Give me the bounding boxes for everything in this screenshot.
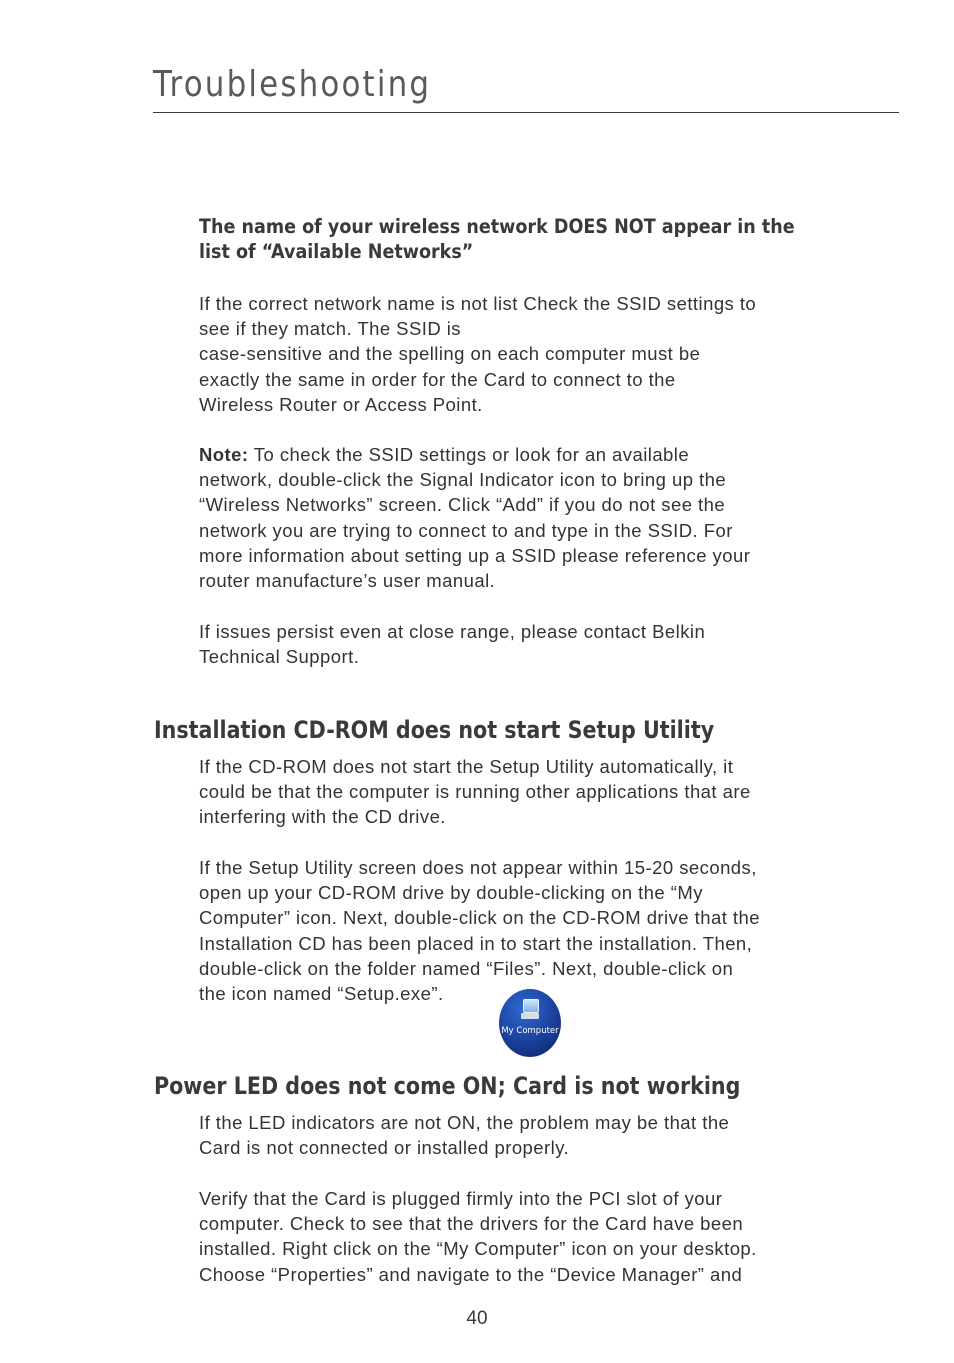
- text-line: the icon named “Setup.exe”.: [199, 983, 444, 1005]
- page-title: Troubleshooting: [153, 64, 432, 105]
- text-line: network, double-click the Signal Indicator icon to bring up the: [199, 469, 727, 491]
- cdrom-paragraph-1: [199, 754, 751, 830]
- cdrom-paragraph-2: [199, 855, 760, 1006]
- text-line: If issues persist even at close range, please contact Belkin: [199, 621, 706, 642]
- text-line: Technical Support.: [199, 646, 360, 668]
- monitor-icon: [523, 999, 539, 1013]
- text-line: exactly the same in order for the Card to connect to the: [199, 368, 676, 390]
- my-computer-icon: [499, 989, 561, 1057]
- text-line: network you are trying to connect to and type in the SSID. For: [199, 519, 733, 541]
- heading-line: The name of your wireless network DOES NOT appear in the: [199, 215, 795, 238]
- support-paragraph: [199, 619, 705, 669]
- ssid-paragraph: [199, 291, 756, 417]
- text-line: double-click on the folder named “Files”. Next, double-click on: [199, 957, 734, 979]
- text-line: could be that the computer is running other applications that are: [199, 781, 751, 803]
- text-line: Wireless Router or Access Point.: [199, 393, 483, 415]
- wireless-network-heading: [199, 214, 811, 264]
- monitor-base: [521, 1013, 539, 1019]
- text-line: case-sensitive and the spelling on each computer must be: [199, 343, 701, 365]
- text-line: Choose “Properties” and navigate to the “Device Manager” and: [199, 1263, 743, 1285]
- text-line: If the LED indicators are not ON, the problem may be that the: [199, 1112, 730, 1133]
- text-line: Computer” icon. Next, double-click on the CD-ROM drive that the: [199, 907, 760, 929]
- text-line: installed. Right click on the “My Computer” icon on your desktop.: [199, 1238, 757, 1260]
- text-line: see if they match. The SSID is: [199, 318, 461, 340]
- title-divider: [153, 112, 899, 113]
- power-paragraph-2: [199, 1186, 757, 1287]
- power-led-section-heading: Power LED does not come ON; Card is not working: [154, 1072, 741, 1100]
- page-number: 40: [466, 1308, 488, 1329]
- cdrom-section-heading: Installation CD-ROM does not start Setup Utility: [154, 716, 715, 744]
- text-line: computer. Check to see that the drivers for the Card have been: [199, 1213, 744, 1235]
- text-line: If the CD-ROM does not start the Setup Utility automatically, it: [199, 756, 734, 777]
- text-line: interfering with the CD drive.: [199, 806, 446, 828]
- text-line: Installation CD has been placed in to start the installation. Then,: [199, 932, 753, 954]
- heading-line: list of “Available Networks”: [199, 240, 474, 263]
- note-paragraph: [199, 442, 750, 593]
- text-line: router manufacture’s user manual.: [199, 570, 496, 592]
- my-computer-caption: My Computer: [501, 1026, 559, 1036]
- text-line: Verify that the Card is plugged firmly into the PCI slot of your: [199, 1188, 723, 1209]
- power-paragraph-1: [199, 1110, 729, 1160]
- text-line: more information about setting up a SSID please reference your: [199, 544, 751, 566]
- note-label: Note:: [199, 444, 249, 465]
- text-line: open up your CD-ROM drive by double-clicking on the “My: [199, 882, 703, 904]
- text-line: If the correct network name is not list Check the SSID settings to: [199, 293, 757, 314]
- text-line: Card is not connected or installed properly.: [199, 1137, 570, 1159]
- text-line: “Wireless Networks” screen. Click “Add” if you do not see the: [199, 494, 726, 516]
- text-line: If the Setup Utility screen does not appear within 15-20 seconds,: [199, 857, 757, 878]
- text-line: [199, 442, 750, 467]
- note-text: To check the SSID settings or look for an available: [248, 444, 690, 465]
